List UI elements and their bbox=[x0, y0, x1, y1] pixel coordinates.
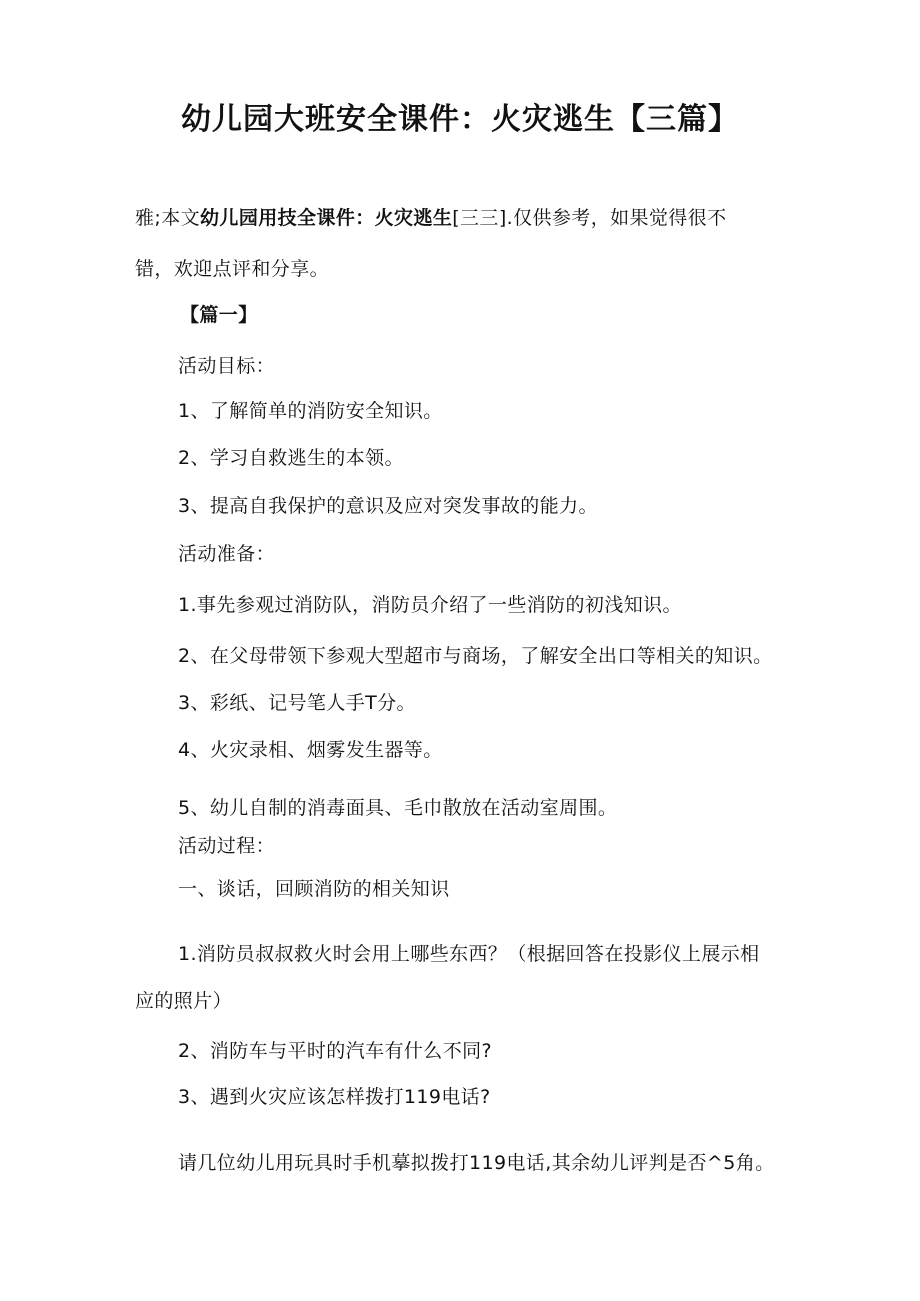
prep-item-1: 1.事先参观过消防队，消防员介绍了一些消防的初浅知识。 bbox=[178, 594, 682, 616]
process-question-1: 1.消防员叔叔救火时会用上哪些东西？（根据回答在投影仪上展示相 bbox=[178, 943, 760, 965]
section-heading: 【篇一】 bbox=[180, 304, 258, 326]
activity-process-heading: 活动过程： bbox=[178, 835, 276, 857]
document-title: 幼儿园大班安全课件：火灾逃生【三篇】 bbox=[181, 102, 739, 137]
goal-item-3: 3、提高自我保护的意识及应对突发事故的能力。 bbox=[178, 495, 598, 517]
process-question-3: 3、遇到火灾应该怎样拨打119电话? bbox=[178, 1086, 491, 1108]
goal-item-1: 1、了解简单的消防安全知识。 bbox=[178, 400, 443, 422]
intro-prefix: 雅;本文 bbox=[135, 207, 201, 229]
intro-bracket: [三三] bbox=[452, 207, 507, 229]
prep-item-3: 3、彩纸、记号笔人手T分。 bbox=[178, 692, 416, 714]
prep-item-5: 5、幼儿自制的消毒面具、毛巾散放在活动室周围。 bbox=[178, 797, 618, 819]
process-activity-note: 请几位幼儿用玩具时手机摹拟拨打119电话,其余幼儿评判是否^5角。 bbox=[178, 1152, 775, 1174]
prep-item-2: 2、在父母带领下参观大型超市与商场，了解安全出口等相关的知识。 bbox=[178, 645, 773, 667]
goal-item-2: 2、学习自救逃生的本领。 bbox=[178, 447, 404, 469]
activity-goals-heading: 活动目标： bbox=[178, 355, 276, 377]
activity-prep-heading: 活动准备： bbox=[178, 543, 276, 565]
process-question-1-cont: 应的照片） bbox=[135, 990, 233, 1012]
intro-line-1 bbox=[135, 205, 727, 231]
intro-bold-title: 幼儿园用技全课件：火灾逃生 bbox=[200, 207, 453, 229]
intro-suffix: .仅供参考，如果觉得很不 bbox=[506, 207, 727, 229]
process-section-1: 一、谈话，回顾消防的相关知识 bbox=[178, 878, 450, 900]
process-question-2: 2、消防车与平时的汽车有什么不同? bbox=[178, 1040, 492, 1062]
intro-line-2: 错，欢迎点评和分享。 bbox=[135, 258, 330, 280]
prep-item-4: 4、火灾录相、烟雾发生器等。 bbox=[178, 739, 443, 761]
